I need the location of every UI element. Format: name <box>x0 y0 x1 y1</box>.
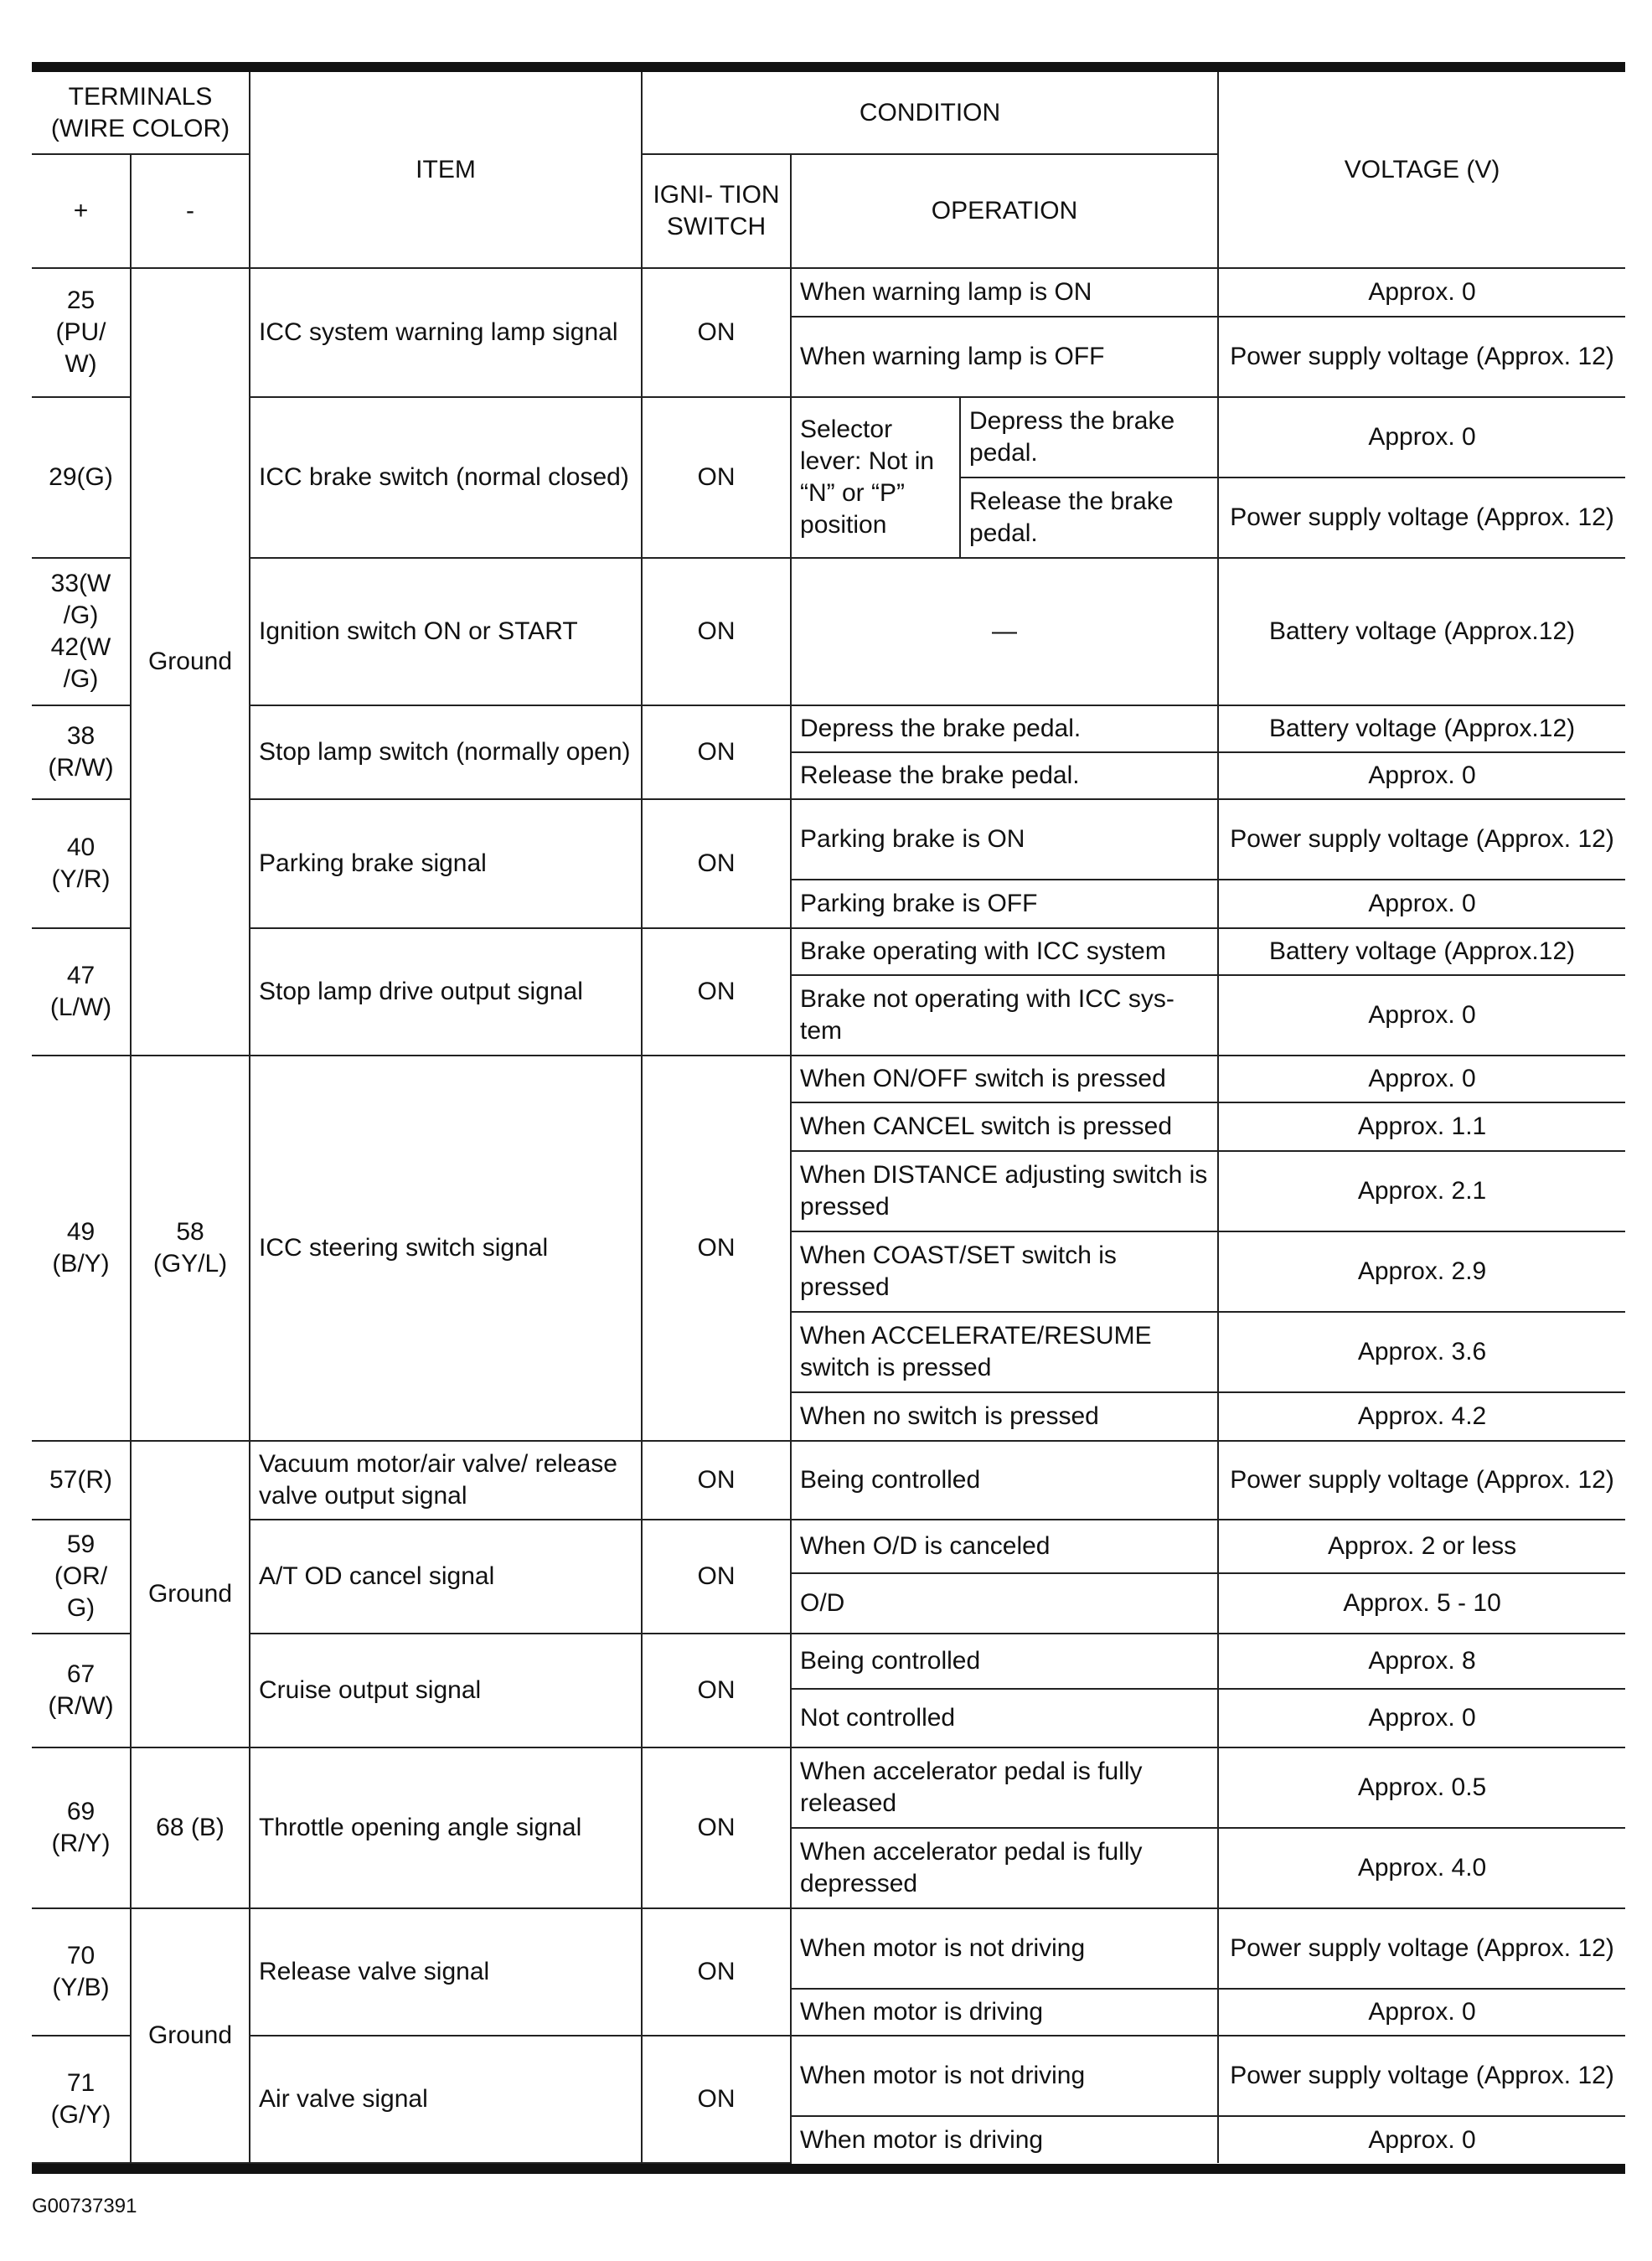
operation-cell: — <box>791 558 1218 705</box>
operation-cell: Not controlled <box>791 1689 1218 1747</box>
voltage-cell: Approx. 0 <box>1218 975 1625 1056</box>
positive-terminal: 69 (R/Y) <box>32 1747 131 1908</box>
table-row <box>32 799 1625 880</box>
item-header: ITEM <box>250 72 642 268</box>
voltage-cell: Approx. 3.6 <box>1218 1312 1625 1392</box>
item-cell: ICC brake switch (normal closed) <box>250 397 642 558</box>
table-row <box>32 928 1625 975</box>
operation-cell: Depress the brake pedal. <box>791 705 1218 752</box>
item-cell: A/T OD cancel signal <box>250 1520 642 1634</box>
positive-terminal: 57(R) <box>32 1441 131 1520</box>
operation-cell: When warning lamp is OFF <box>791 317 1218 397</box>
selector-condition-cell: Selector lever: Not in “N” or “P” position <box>791 397 960 558</box>
negative-terminal: 68 (B) <box>131 1747 250 1908</box>
operation-cell: When accelerator pedal is fully depressed <box>791 1828 1218 1908</box>
voltage-cell: Approx. 8 <box>1218 1634 1625 1689</box>
operation-cell: When COAST/SET switch is pressed <box>791 1231 1218 1312</box>
item-cell: Air valve signal <box>250 2036 642 2163</box>
table-row <box>32 2036 1625 2116</box>
operation-cell: When motor is driving <box>791 2116 1218 2163</box>
negative-terminal-ground: Ground <box>131 1441 250 1747</box>
voltage-cell: Power supply voltage (Approx. 12) <box>1218 799 1625 880</box>
voltage-cell: Power supply voltage (Approx. 12) <box>1218 2036 1625 2116</box>
operation-cell: When ACCELERATE/RESUME switch is pressed <box>791 1312 1218 1392</box>
item-cell: Stop lamp drive output signal <box>250 928 642 1056</box>
item-cell: Stop lamp switch (normally open) <box>250 705 642 799</box>
ignition-cell: ON <box>642 1520 791 1634</box>
item-cell: ICC system warning lamp signal <box>250 268 642 397</box>
operation-cell: Release the brake pedal. <box>960 477 1218 558</box>
positive-terminal: 25 (PU/ W) <box>32 268 131 397</box>
operation-cell: When warning lamp is ON <box>791 268 1218 317</box>
voltage-cell: Approx. 2.1 <box>1218 1151 1625 1231</box>
plus-header: + <box>32 154 131 268</box>
voltage-cell: Power supply voltage (Approx. 12) <box>1218 477 1625 558</box>
item-cell: Release valve signal <box>250 1908 642 2036</box>
item-cell: Ignition switch ON or START <box>250 558 642 705</box>
item-cell: Cruise output signal <box>250 1634 642 1747</box>
positive-terminal: 71 (G/Y) <box>32 2036 131 2163</box>
ignition-cell: ON <box>642 1908 791 2036</box>
positive-terminal: 33(W /G) 42(W /G) <box>32 558 131 705</box>
terminal-voltage-document <box>32 62 1625 2174</box>
table-row <box>32 558 1625 705</box>
table-row <box>32 1520 1625 1573</box>
voltage-cell: Approx. 0 <box>1218 880 1625 928</box>
positive-terminal: 40 (Y/R) <box>32 799 131 928</box>
operation-cell: When no switch is pressed <box>791 1392 1218 1441</box>
table-row <box>32 1908 1625 1989</box>
voltage-cell: Battery voltage (Approx.12) <box>1218 705 1625 752</box>
voltage-cell: Power supply voltage (Approx. 12) <box>1218 317 1625 397</box>
voltage-cell: Approx. 4.2 <box>1218 1392 1625 1441</box>
negative-terminal-ground: Ground <box>131 268 250 1056</box>
bottom-rule <box>32 2164 1625 2174</box>
table-row <box>32 268 1625 317</box>
operation-cell: When accelerator pedal is fully released <box>791 1747 1218 1828</box>
voltage-cell: Approx. 0 <box>1218 752 1625 799</box>
operation-cell: Release the brake pedal. <box>791 752 1218 799</box>
ignition-cell: ON <box>642 2036 791 2163</box>
operation-cell: Being controlled <box>791 1441 1218 1520</box>
table-row <box>32 1747 1625 1828</box>
table-row <box>32 1441 1625 1520</box>
figure-id: G00737391 <box>32 2195 137 2217</box>
operation-cell: Depress the brake pedal. <box>960 397 1218 477</box>
voltage-cell: Approx. 0 <box>1218 1056 1625 1102</box>
table-header <box>32 72 1625 268</box>
item-cell: Parking brake signal <box>250 799 642 928</box>
ignition-switch-header: IGNI- TION SWITCH <box>642 154 791 268</box>
voltage-cell: Battery voltage (Approx.12) <box>1218 558 1625 705</box>
operation-cell: Brake not operating with ICC sys- tem <box>791 975 1218 1056</box>
voltage-cell: Approx. 0 <box>1218 1989 1625 2036</box>
ignition-cell: ON <box>642 1056 791 1441</box>
voltage-cell: Approx. 2.9 <box>1218 1231 1625 1312</box>
ignition-cell: ON <box>642 397 791 558</box>
operation-cell: When O/D is canceled <box>791 1520 1218 1573</box>
positive-terminal: 29(G) <box>32 397 131 558</box>
operation-cell: When motor is not driving <box>791 1908 1218 1989</box>
voltage-cell: Power supply voltage (Approx. 12) <box>1218 1441 1625 1520</box>
voltage-cell: Approx. 0 <box>1218 1689 1625 1747</box>
ignition-cell: ON <box>642 1747 791 1908</box>
voltage-cell: Approx. 4.0 <box>1218 1828 1625 1908</box>
ignition-cell: ON <box>642 1441 791 1520</box>
voltage-cell: Approx. 0 <box>1218 397 1625 477</box>
ignition-cell: ON <box>642 705 791 799</box>
voltage-cell: Power supply voltage (Approx. 12) <box>1218 1908 1625 1989</box>
operation-header: OPERATION <box>791 154 1218 268</box>
operation-cell: When CANCEL switch is pressed <box>791 1102 1218 1151</box>
voltage-cell: Approx. 2 or less <box>1218 1520 1625 1573</box>
top-rule <box>32 62 1625 72</box>
minus-header: - <box>131 154 250 268</box>
operation-cell: Parking brake is OFF <box>791 880 1218 928</box>
positive-terminal: 47 (L/W) <box>32 928 131 1056</box>
operation-cell: When ON/OFF switch is pressed <box>791 1056 1218 1102</box>
item-cell: Throttle opening angle signal <box>250 1747 642 1908</box>
voltage-cell: Approx. 1.1 <box>1218 1102 1625 1151</box>
ignition-cell: ON <box>642 799 791 928</box>
voltage-cell: Battery voltage (Approx.12) <box>1218 928 1625 975</box>
terminal-table <box>32 72 1625 2164</box>
terminals-header: TERMINALS (WIRE COLOR) <box>32 72 250 154</box>
positive-terminal: 49 (B/Y) <box>32 1056 131 1441</box>
ignition-cell: ON <box>642 1634 791 1747</box>
ignition-cell: ON <box>642 928 791 1056</box>
voltage-header: VOLTAGE (V) <box>1218 72 1625 268</box>
operation-cell: Parking brake is ON <box>791 799 1218 880</box>
voltage-cell: Approx. 0 <box>1218 268 1625 317</box>
operation-cell: When motor is not driving <box>791 2036 1218 2116</box>
item-cell: Vacuum motor/air valve/ release valve output signal <box>250 1441 642 1520</box>
condition-header: CONDITION <box>642 72 1218 154</box>
table-row <box>32 1056 1625 1102</box>
item-cell: ICC steering switch signal <box>250 1056 642 1441</box>
voltage-cell: Approx. 0.5 <box>1218 1747 1625 1828</box>
voltage-cell: Approx. 0 <box>1218 2116 1625 2163</box>
operation-cell: When motor is driving <box>791 1989 1218 2036</box>
voltage-cell: Approx. 5 - 10 <box>1218 1573 1625 1634</box>
ignition-cell: ON <box>642 268 791 397</box>
negative-terminal-ground: Ground <box>131 1908 250 2163</box>
table-row <box>32 397 1625 477</box>
negative-terminal: 58 (GY/L) <box>131 1056 250 1441</box>
positive-terminal: 67 (R/W) <box>32 1634 131 1747</box>
table-row <box>32 1634 1625 1689</box>
operation-cell: Being controlled <box>791 1634 1218 1689</box>
positive-terminal: 59 (OR/ G) <box>32 1520 131 1634</box>
operation-cell: Brake operating with ICC system <box>791 928 1218 975</box>
operation-cell: O/D <box>791 1573 1218 1634</box>
positive-terminal: 38 (R/W) <box>32 705 131 799</box>
positive-terminal: 70 (Y/B) <box>32 1908 131 2036</box>
ignition-cell: ON <box>642 558 791 705</box>
table-row <box>32 705 1625 752</box>
operation-cell: When DISTANCE adjusting switch is pressed <box>791 1151 1218 1231</box>
